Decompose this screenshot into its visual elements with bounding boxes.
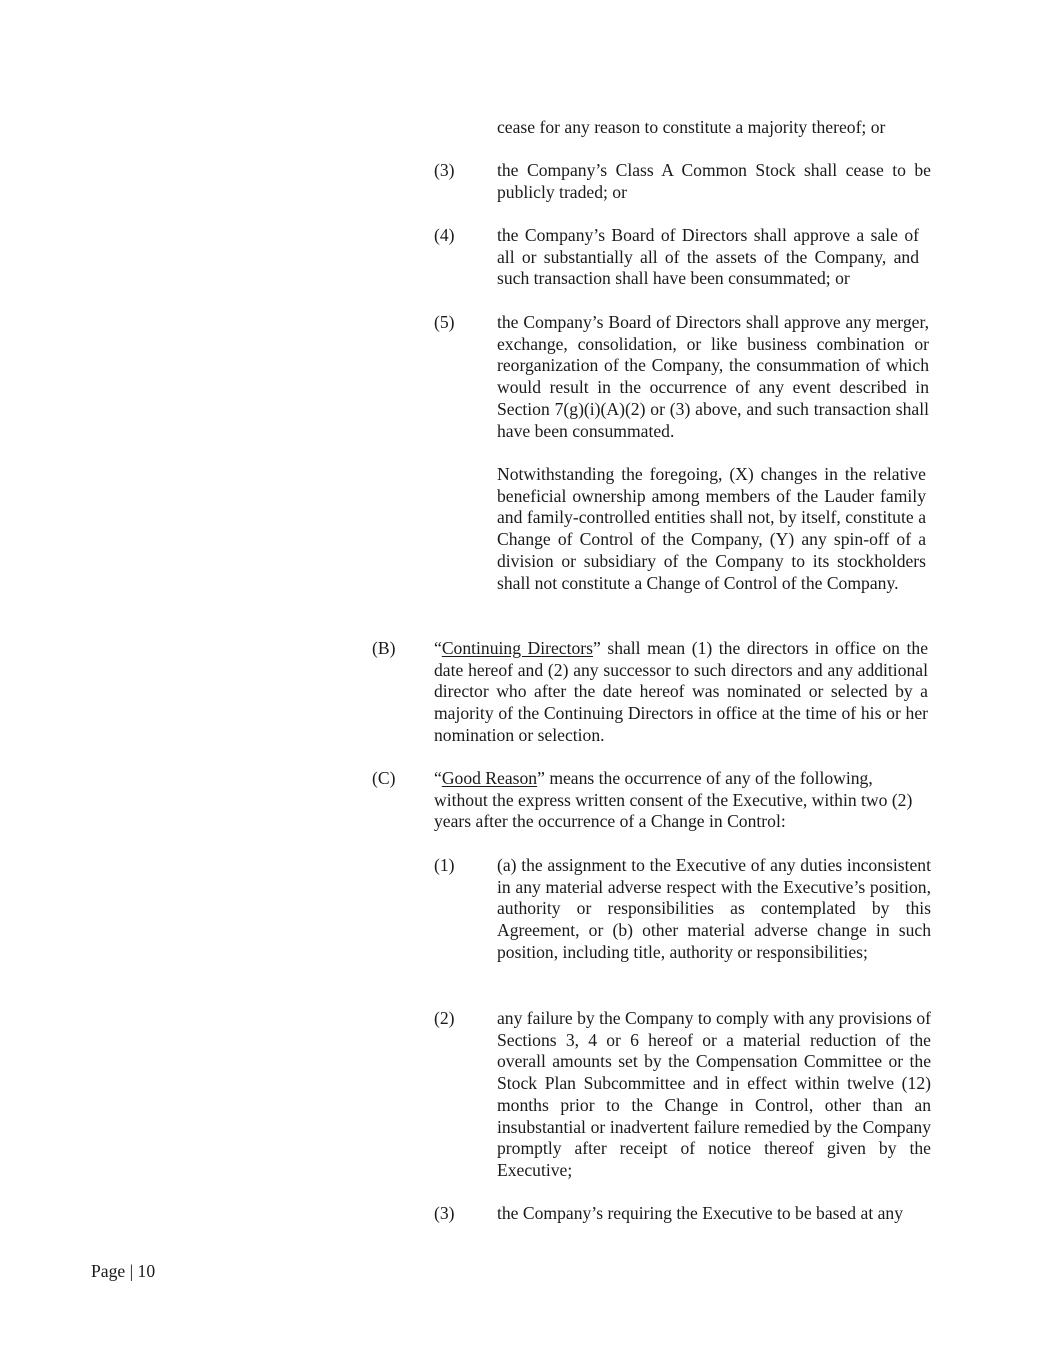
c-item-2-text: any failure by the Company to comply with any provisions of Sections 3, 4 or 6 hereof or a material reduction of the overall amounts set by the Compensation Committee or the Stock Plan Subcommittee and in effect within twelve (12) months prior to the Change in Control, other than an insubstantial or inadvertent failure remedied by the Company promptly after receipt of notice thereof given by the Executive; — [497, 1008, 931, 1180]
notwithstanding-paragraph: Notwithstanding the foregoing, (X) changes in the relative beneficial ownership among members of the Lauder family and family-controlled entities shall not, by itself, constitute a Change of Control of the Company, (Y) any spin-off of a division or subsidiary of the Company to its stockholders shall not constitute a Change of Control of the Company. — [497, 464, 926, 593]
good-reason-term: Good Reason — [441, 768, 538, 788]
section-b-label: (B) — [372, 638, 396, 658]
section-b-text — [434, 638, 928, 747]
item-5-label: (5) — [434, 312, 455, 332]
section-b-open-quote: “ — [434, 638, 442, 658]
section-c-open-quote: “ — [434, 768, 442, 788]
c-item-2-label: (2) — [434, 1008, 455, 1028]
page-number-footer: Page | 10 — [91, 1261, 156, 1281]
item-4-label: (4) — [434, 225, 455, 245]
item-3-label: (3) — [434, 160, 455, 180]
c-item-1-text: (a) the assignment to the Executive of any duties inconsistent in any material adverse respect with the Executive’s position, authority or responsibilities as contemplated by this Agreement, or (b) other material adverse change in such position, including title, authority or responsibilities; — [497, 855, 931, 962]
continuation-text: cease for any reason to constitute a majority thereof; or — [497, 117, 886, 137]
item-4-text: the Company’s Board of Directors shall approve a sale of all or substantially all of the assets of the Company, and such transaction shall have been consummated; or — [497, 225, 919, 289]
section-c-label: (C) — [372, 768, 396, 788]
section-c-text — [434, 768, 914, 833]
c-item-3-label: (3) — [434, 1203, 455, 1223]
section-c-body: ” means the occurrence of any of the following, without the express written consent of the Executive, within two (2) years after the occurrence of a Change in Control: — [434, 768, 913, 832]
c-item-1-label: (1) — [434, 855, 455, 875]
item-5-text: the Company’s Board of Directors shall approve any merger, exchange, consolidation, or like business combination or reorganization of the Company, the consummation of which would result in the occurrence of any event described in Section 7(g)(i)(A)(2) or (3) above, and such transaction shall have been consummated. — [497, 312, 929, 441]
continuing-directors-term: Continuing Directors — [441, 638, 593, 658]
item-3-text: the Company’s Class A Common Stock shall cease to be publicly traded; or — [497, 160, 931, 202]
section-b-body: ” shall mean (1) the directors in office on the date hereof and (2) any successor to such directors and any additional director who after the date hereof was nominated or selected by a majority of the Continuing Directors in office at the time of his or her nomination or selection. — [434, 638, 928, 745]
c-item-3-text: the Company’s requiring the Executive to be based at any — [497, 1203, 904, 1223]
